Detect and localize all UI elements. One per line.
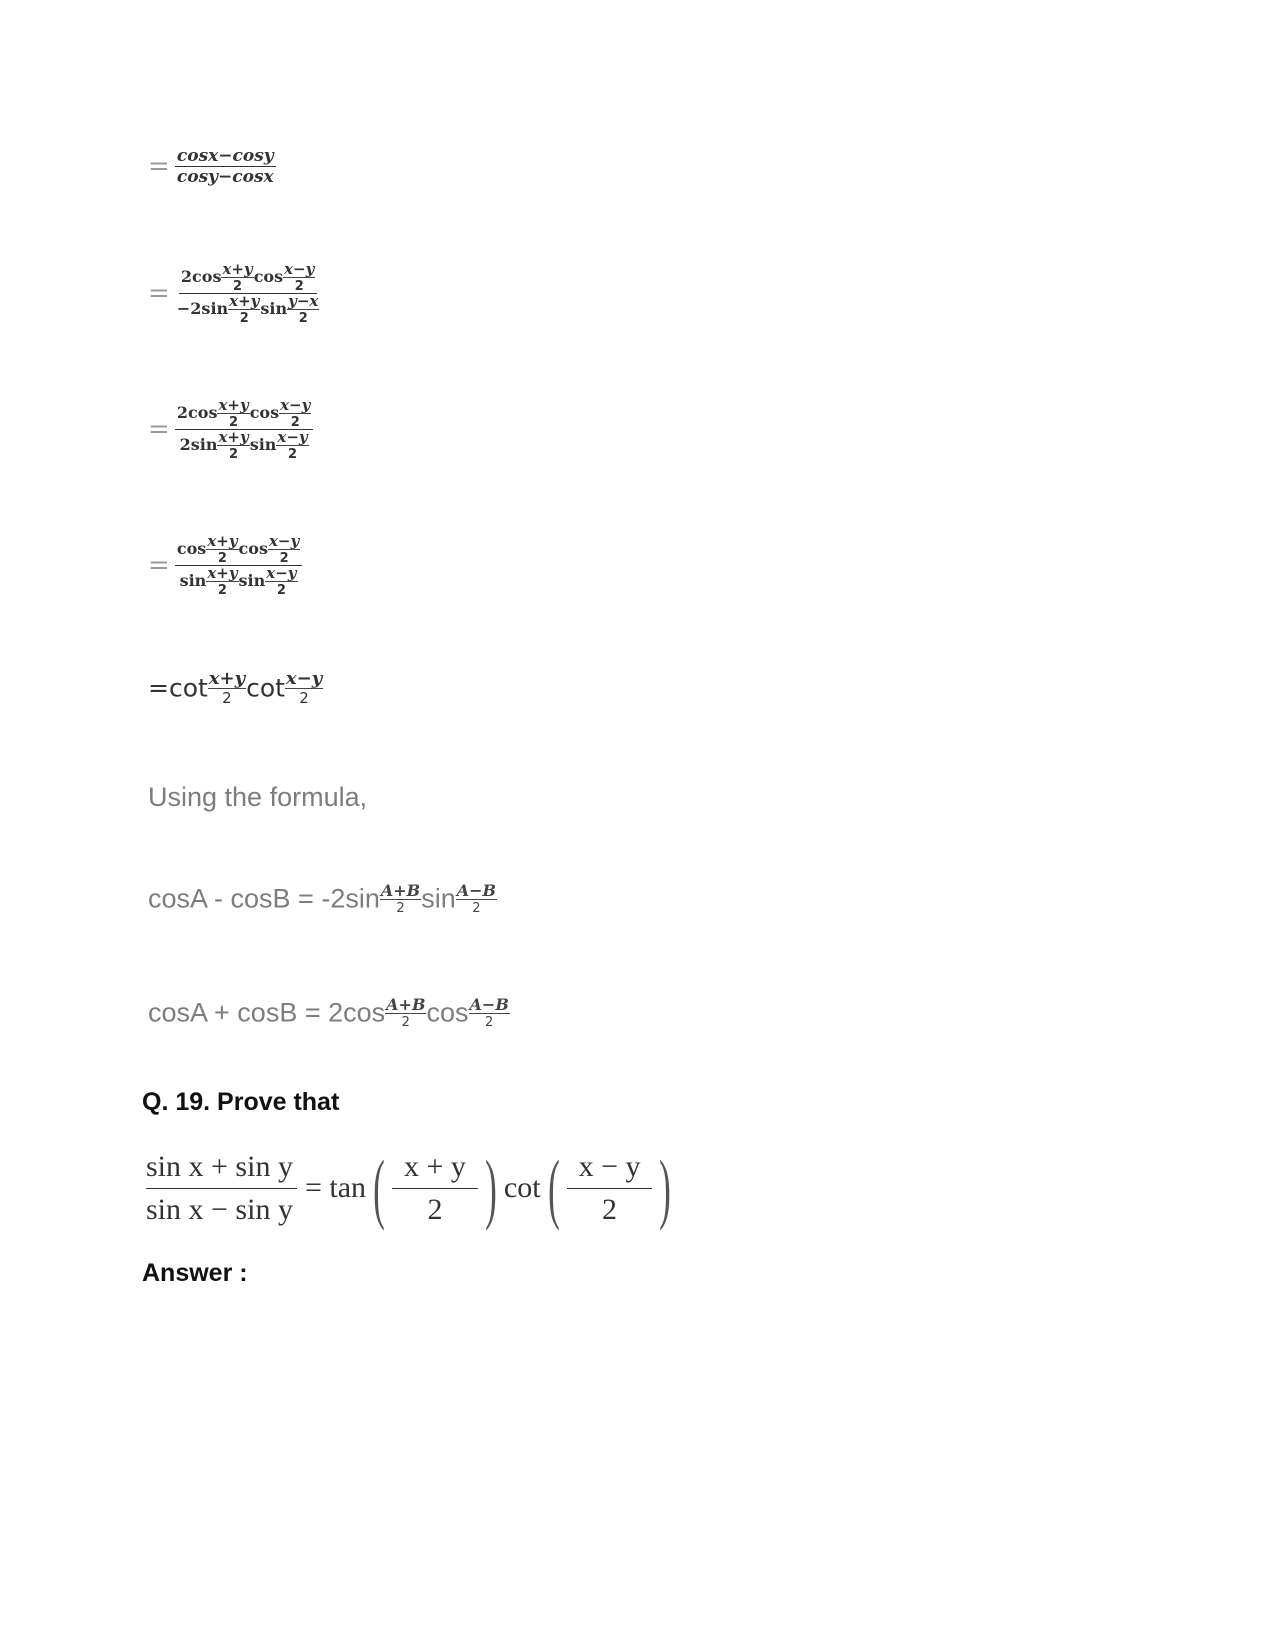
formula-lhs: cosA - cosB = -2sin xyxy=(148,883,380,914)
sub-num: x+y xyxy=(222,260,253,278)
num-term: 2cos xyxy=(176,403,218,422)
den-term: sin xyxy=(260,299,288,318)
formula-term: cos xyxy=(426,997,469,1028)
sub-den: 2 xyxy=(485,1014,494,1030)
numerator: sin x + sin y xyxy=(146,1150,297,1189)
step-2 xyxy=(148,262,321,325)
sub-fraction xyxy=(287,294,319,325)
num-term: cos xyxy=(249,403,280,422)
formula-cos-sum xyxy=(148,996,510,1029)
sub-den: 2 xyxy=(217,583,227,598)
numerator xyxy=(175,398,313,430)
sub-num: x+y xyxy=(207,564,238,582)
sub-num: x−y xyxy=(284,260,315,278)
sub-fraction xyxy=(221,262,253,293)
sub-fraction xyxy=(469,994,510,1030)
sub-fraction xyxy=(217,398,249,429)
sub-fraction xyxy=(265,566,297,597)
sub-fraction xyxy=(217,430,249,461)
sub-num: x−y xyxy=(280,396,311,414)
num-term: 2cos xyxy=(180,267,222,286)
sub-den: 2 xyxy=(229,447,239,462)
formula-cos-difference xyxy=(148,882,497,915)
lhs-fraction xyxy=(146,1150,297,1227)
right-paren: ) xyxy=(659,1144,672,1231)
sub-den: 2 xyxy=(279,551,289,566)
num-term: cos xyxy=(176,539,207,558)
left-paren: ( xyxy=(547,1144,560,1231)
numerator xyxy=(175,534,302,566)
equals-tan: = tan xyxy=(304,1171,367,1204)
sub-num: x+y xyxy=(208,668,246,689)
denominator xyxy=(178,566,300,597)
fraction xyxy=(175,534,302,597)
sub-fraction xyxy=(206,534,238,565)
step-5 xyxy=(148,670,323,706)
sub-den: 2 xyxy=(239,311,249,326)
left-paren: ( xyxy=(373,1144,385,1231)
equals-sign: = xyxy=(148,278,170,309)
sub-num: x−y xyxy=(266,564,297,582)
answer-label: Answer : xyxy=(142,1259,248,1287)
fraction xyxy=(175,398,313,461)
right-paren: ) xyxy=(485,1144,497,1231)
sub-fraction xyxy=(268,534,300,565)
sub-den: 2 xyxy=(276,583,286,598)
sub-num: x−y xyxy=(285,668,323,689)
equals-sign: = xyxy=(148,414,170,445)
denominator: sin x − sin y xyxy=(146,1192,293,1226)
den-term: 2sin xyxy=(179,435,218,454)
question-equation xyxy=(146,1146,678,1230)
formula-lhs: cosA + cosB = 2cos xyxy=(148,997,386,1028)
sub-num: A−B xyxy=(456,880,497,900)
cot-term: cot xyxy=(246,673,285,703)
sub-den: 2 xyxy=(290,415,300,430)
sub-num: x+y xyxy=(218,428,249,446)
sub-den: 2 xyxy=(396,900,405,916)
denominator: cosy−cosx xyxy=(176,167,274,187)
fraction xyxy=(175,146,276,187)
numerator: cosx−cosy xyxy=(176,146,274,166)
tan-fraction xyxy=(392,1150,478,1227)
num-term: cos xyxy=(253,267,284,286)
sub-fraction xyxy=(206,566,238,597)
step-4 xyxy=(148,534,302,597)
sub-fraction xyxy=(385,994,426,1030)
sub-num: A−B xyxy=(469,994,509,1014)
sub-den: 2 xyxy=(294,279,304,294)
num-term: cos xyxy=(238,539,268,558)
den-term: sin xyxy=(249,435,277,454)
sub-fraction xyxy=(228,294,260,325)
step-3 xyxy=(148,398,313,461)
question-heading: Q. 19. Prove that xyxy=(142,1088,340,1116)
sub-num: A+B xyxy=(380,880,421,900)
den-term: sin xyxy=(238,571,266,590)
sub-den: 2 xyxy=(288,447,298,462)
sub-den: 2 xyxy=(299,689,309,707)
sub-den: 2 xyxy=(472,900,481,916)
denominator xyxy=(178,430,311,461)
sub-den: 2 xyxy=(217,551,227,566)
sub-den: 2 xyxy=(222,689,232,707)
sub-num: y−x xyxy=(288,292,319,310)
numerator: x − y xyxy=(567,1150,653,1189)
sub-den: 2 xyxy=(401,1014,410,1030)
sub-den: 2 xyxy=(233,279,243,294)
sub-num: x−y xyxy=(277,428,308,446)
sub-fraction xyxy=(456,880,497,916)
denominator: 2 xyxy=(427,1192,443,1226)
den-term: −2sin xyxy=(176,299,229,318)
denominator: 2 xyxy=(602,1192,618,1226)
sub-num: A+B xyxy=(386,994,426,1014)
cot-term: =cot xyxy=(148,673,208,703)
cot-term: cot xyxy=(503,1171,541,1204)
sub-fraction xyxy=(380,880,421,916)
sub-num: x+y xyxy=(229,292,260,310)
sub-num: x+y xyxy=(207,532,238,550)
sub-num: x−y xyxy=(268,532,300,550)
formula-intro: Using the formula, xyxy=(148,782,368,812)
sub-fraction xyxy=(283,262,315,293)
sub-num: x+y xyxy=(218,396,249,414)
sub-den: 2 xyxy=(229,415,239,430)
equals-sign: = xyxy=(148,151,170,182)
sub-fraction xyxy=(208,670,246,706)
den-term: sin xyxy=(179,571,207,590)
sub-den: 2 xyxy=(298,311,308,326)
cot-fraction xyxy=(567,1150,653,1227)
sub-fraction xyxy=(285,670,323,706)
sub-fraction xyxy=(279,398,311,429)
sub-fraction xyxy=(276,430,308,461)
denominator xyxy=(175,294,321,325)
numerator: x + y xyxy=(392,1150,478,1189)
step-1 xyxy=(148,146,276,187)
equals-sign: = xyxy=(148,550,170,581)
numerator xyxy=(179,262,317,294)
formula-term: sin xyxy=(421,883,456,914)
fraction xyxy=(175,262,321,325)
